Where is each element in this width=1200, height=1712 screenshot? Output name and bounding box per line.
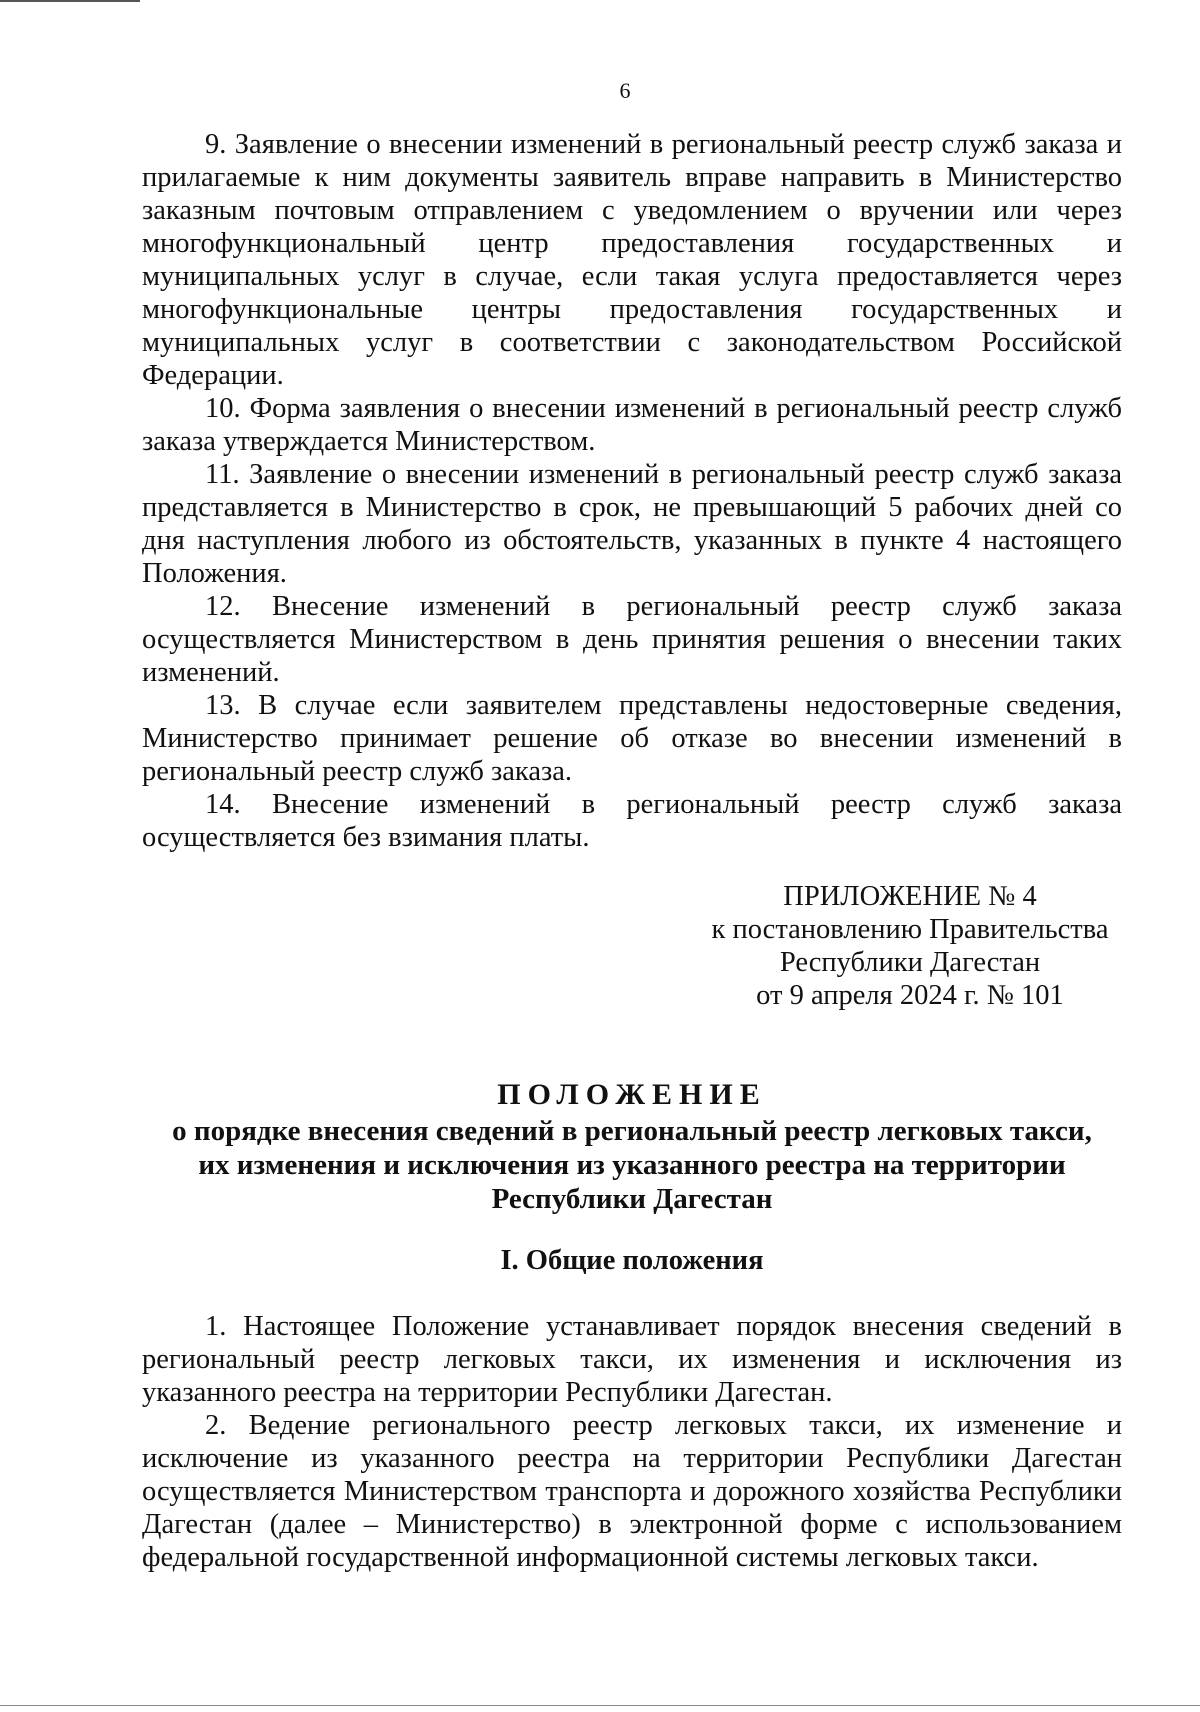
scan-edge-bottom: [0, 1705, 1200, 1706]
paragraphs-top: [142, 128, 1122, 854]
appendix-title: ПРИЛОЖЕНИЕ № 4: [783, 881, 1037, 912]
paragraph-1: 1. Настоящее Положение устанавливает порядок внесения сведений в региональный реестр легковых такси, их изменения и исключения из указанного реестра на территории Республики Дагестан.: [142, 1311, 1122, 1408]
paragraph-10: 10. Форма заявления о внесении изменений в региональный реестр служб заказа утверждается Министерством.: [142, 393, 1122, 457]
appendix-reference: к постановлению Правительства: [711, 914, 1109, 945]
section-heading: I. Общие положения: [500, 1245, 764, 1276]
scan-edge-top: [0, 0, 140, 2]
document-title-main: ПОЛОЖЕНИЕ: [497, 1078, 767, 1111]
document-title-line-3: Республики Дагестан: [491, 1183, 773, 1215]
document-title-line-2: их изменения и исключения из указанного реестра на территории: [198, 1149, 1066, 1181]
paragraph-13: 13. В случае если заявителем представлены недостоверные сведения, Министерство принимает решение об отказе во внесении изменений в региональный реестр служб заказа.: [142, 690, 1122, 787]
appendix-date: от 9 апреля 2024 г. № 101: [756, 980, 1064, 1011]
appendix-region: Республики Дагестан: [779, 947, 1041, 978]
page-number: 6: [619, 78, 631, 103]
paragraph-11: 11. Заявление о внесении изменений в региональный реестр служб заказа представляется в Министерство в срок, не превышающий 5 рабочих дней со дня наступления любого из обстоятельств, указанных в пункте 4 настоящего Положения.: [142, 459, 1122, 589]
paragraph-12: 12. Внесение изменений в региональный реестр служб заказа осуществляется Министерством в день принятия решения о внесении таких изменений.: [142, 591, 1122, 688]
paragraphs-bottom: [142, 1310, 1122, 1574]
document-title: [142, 1078, 1122, 1216]
appendix-header: [700, 880, 1120, 1012]
paragraph-9: 9. Заявление о внесении изменений в региональный реестр служб заказа и прилагаемые к ним документы заявитель вправе направить в Министерство заказным почтовым отправлением с уведомлением о вручении или через многофункциональный центр предоставления государственных и муниципальных услуг в случае, если такая услуга предоставляется через многофункциональные центры предоставления государственных и муниципальных услуг в соответствии с законодательством Российской Федерации.: [142, 129, 1122, 391]
paragraph-14: 14. Внесение изменений в региональный реестр служб заказа осуществляется без взимания платы.: [142, 789, 1122, 853]
document-title-line-1: о порядке внесения сведений в региональный реестр легковых такси,: [172, 1115, 1092, 1147]
paragraph-2: 2. Ведение регионального реестр легковых такси, их изменение и исключение из указанного реестра на территории Республики Дагестан осуществляется Министерством транспорта и дорожного хозяйства Республики Дагестан (далее – Министерство) в электронной форме с использованием федеральной государственной информационной системы легковых такси.: [142, 1410, 1122, 1573]
